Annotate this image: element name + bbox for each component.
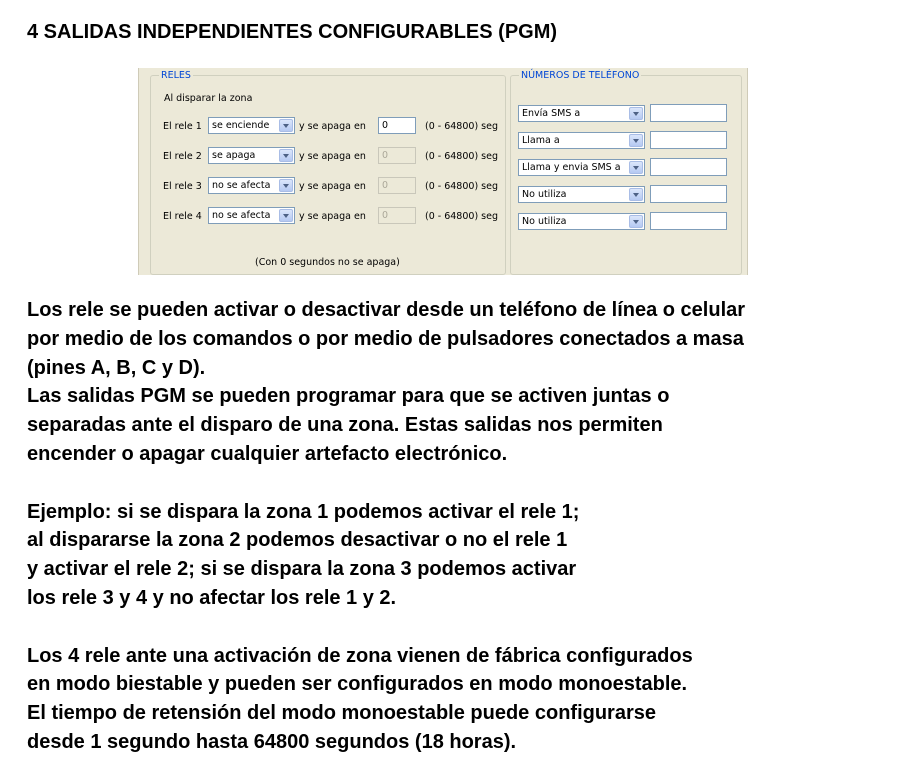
- rele-1-seconds-value: 0: [382, 120, 389, 131]
- phone-3-action-select[interactable]: [518, 159, 645, 176]
- chevron-down-icon[interactable]: [629, 134, 643, 147]
- rele-4-seconds-input: [378, 207, 416, 224]
- chevron-down-icon[interactable]: [629, 188, 643, 201]
- description-line: encender o apagar cualquier artefacto electrónico.: [27, 442, 508, 465]
- rele-4-seconds-value: 0: [382, 210, 389, 221]
- rele-4-action-value: no se afecta: [212, 210, 271, 221]
- description-line: al dispararse la zona 2 podemos desactivar o no el rele 1: [27, 529, 568, 552]
- description-line: Los rele se pueden activar o desactivar desde un teléfono de línea o celular: [27, 299, 746, 321]
- description-line: separadas ante el disparo de una zona. Estas salidas nos permiten: [27, 414, 663, 437]
- rele-4-apaga-label: y se apaga en: [299, 211, 366, 222]
- chevron-down-icon[interactable]: [279, 179, 293, 192]
- rele-4-label: El rele 4: [163, 211, 202, 222]
- phones-group-legend: NÚMEROS DE TELÉFONO: [521, 70, 640, 81]
- phone-3-number-input[interactable]: [650, 158, 727, 176]
- description-text: [27, 296, 745, 757]
- phones-group: [510, 70, 742, 275]
- description-line: en modo biestable y pueden ser configurados en modo monoestable.: [27, 673, 688, 696]
- chevron-down-icon[interactable]: [279, 149, 293, 162]
- rele-1-action-value: se enciende: [212, 120, 270, 131]
- chevron-down-icon[interactable]: [629, 107, 643, 120]
- rele-3-apaga-label: y se apaga en: [299, 181, 366, 192]
- rele-3-action-value: no se afecta: [212, 180, 271, 191]
- description-line: por medio de los comandos o por medio de pulsadores conectados a masa: [27, 327, 744, 350]
- description-line: desde 1 segundo hasta 64800 segundos (18 horas).: [27, 730, 517, 753]
- description-line: Los 4 rele ante una activación de zona vienen de fábrica configurados: [27, 644, 693, 667]
- description-line: El tiempo de retensión del modo monoestable puede configurarse: [27, 702, 656, 725]
- chevron-down-icon[interactable]: [629, 215, 643, 228]
- rele-1-label: El rele 1: [163, 121, 202, 132]
- chevron-down-icon[interactable]: [279, 119, 293, 132]
- phone-1-number-input[interactable]: [650, 104, 727, 122]
- rele-3-label: El rele 3: [163, 181, 202, 192]
- rele-2-seconds-input: [378, 147, 416, 164]
- phone-2-number-input[interactable]: [650, 131, 727, 149]
- phone-5-number-input[interactable]: [650, 212, 727, 230]
- rele-1-range-label: (0 - 64800) seg: [425, 121, 498, 132]
- rele-3-seconds-value: 0: [382, 180, 389, 191]
- phone-3-action-value: Llama y envia SMS a: [522, 162, 621, 173]
- rele-2-range-label: (0 - 64800) seg: [425, 151, 498, 162]
- phone-4-number-input[interactable]: [650, 185, 727, 203]
- phone-4-action-select[interactable]: [518, 186, 645, 203]
- reles-intro-label: Al disparar la zona: [164, 93, 253, 104]
- phone-5-action-select[interactable]: [518, 213, 645, 230]
- description-line: (pines A, B, C y D).: [27, 356, 206, 379]
- description-line: Las salidas PGM se pueden programar para que se activen juntas o: [27, 385, 670, 408]
- pgm-config-dialog: [138, 68, 748, 275]
- rele-3-seconds-input: [378, 177, 416, 194]
- rele-1-apaga-label: y se apaga en: [299, 121, 366, 132]
- phone-1-action-value: Envía SMS a: [522, 108, 581, 119]
- rele-2-action-value: se apaga: [212, 150, 256, 161]
- description-line: Ejemplo: si se dispara la zona 1 podemos activar el rele 1;: [27, 500, 580, 523]
- description-line: los rele 3 y 4 y no afectar los rele 1 y 2.: [27, 586, 397, 609]
- description-line: y activar el rele 2; si se dispara la zona 3 podemos activar: [27, 558, 577, 581]
- rele-4-range-label: (0 - 64800) seg: [425, 211, 498, 222]
- rele-2-seconds-value: 0: [382, 150, 389, 161]
- rele-3-action-select[interactable]: [208, 177, 295, 194]
- rele-3-range-label: (0 - 64800) seg: [425, 181, 498, 192]
- rele-4-action-select[interactable]: [208, 207, 295, 224]
- rele-2-label: El rele 2: [163, 151, 202, 162]
- rele-2-apaga-label: y se apaga en: [299, 151, 366, 162]
- reles-footnote: (Con 0 segundos no se apaga): [255, 257, 400, 268]
- chevron-down-icon[interactable]: [629, 161, 643, 174]
- reles-group-legend: RELES: [161, 70, 191, 81]
- description-line: [27, 469, 745, 498]
- phone-5-action-value: No utiliza: [522, 216, 567, 227]
- phone-4-action-value: No utiliza: [522, 189, 567, 200]
- description-line: [27, 613, 745, 642]
- phone-1-action-select[interactable]: [518, 105, 645, 122]
- rele-2-action-select[interactable]: [208, 147, 295, 164]
- page-title: 4 SALIDAS INDEPENDIENTES CONFIGURABLES (PGM): [27, 21, 558, 43]
- phone-2-action-value: Llama a: [522, 135, 560, 146]
- phone-2-action-select[interactable]: [518, 132, 645, 149]
- chevron-down-icon[interactable]: [279, 209, 293, 222]
- reles-group: [150, 70, 506, 275]
- rele-1-action-select[interactable]: [208, 117, 295, 134]
- rele-1-seconds-input[interactable]: [378, 117, 416, 134]
